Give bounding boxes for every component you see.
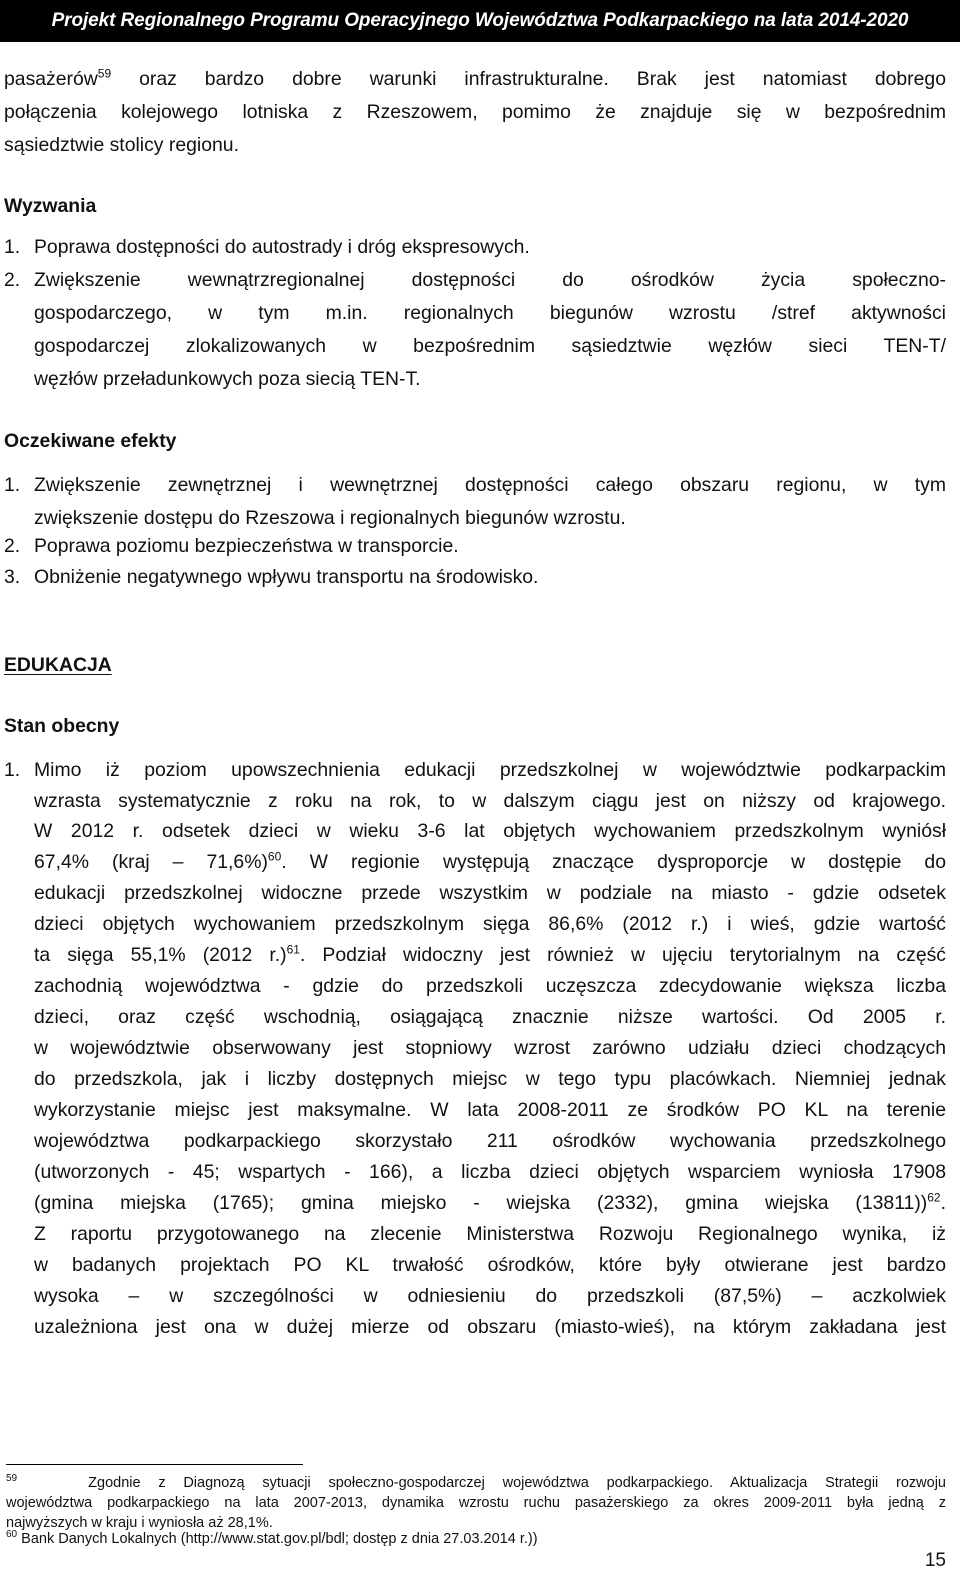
efekty-item-2: Poprawa poziomu bezpieczeństwa w transporcie. (34, 535, 459, 557)
edukacja-line-12: wykorzystanie miejsc jest maksymalne. W lata 2008-2011 ze środków PO KL na terenie (34, 1099, 946, 1121)
edukacja-line-18: wysoka – w szczególności w odniesieniu do przedszkoli (87,5%) – aczkolwiek (34, 1285, 946, 1307)
edukacja-line-10: w województwie obserwowany jest stopniowy wzrost zarówno udziału dzieci chodzących (34, 1037, 946, 1059)
edukacja-line-1: Mimo iż poziom upowszechnienia edukacji przedszkolnej w województwie podkarpackim (34, 759, 946, 781)
footnote-ref-59: 59 (97, 66, 112, 81)
edukacja-line-17: w badanych projektach PO KL trwałość ośrodków, które były otwierane jest bardzo (34, 1254, 946, 1276)
footnote-ref-62: 62 (927, 1190, 941, 1205)
wyzwania-item-1: Poprawa dostępności do autostrady i dróg ekspresowych. (34, 236, 530, 258)
footnote-59-line-1: $^{59}$ Zgodnie z Diagnozą sytuacji społeczno-gospodarczej województwa podkarpackiego. Aktualizacja Strategii rozwoju (6, 1473, 946, 1491)
wyzwania-item-2-line-4: węzłów przeładunkowych poza siecią TEN-T. (34, 368, 421, 390)
footnote-60: $^{60}$ Bank Danych Lokalnych (http://www.stat.gov.pl/bdl; dostęp z dnia 27.03.2014 r.)) (6, 1529, 538, 1547)
footnote-ref-61: 61 (286, 942, 300, 957)
heading-stan-obecny: Stan obecny (4, 715, 120, 737)
efekty-num-1: 1. (4, 474, 21, 496)
edukacja-line-19: uzależniona jest ona w dużej mierze od obszaru (miasto-wieś), na którym zakładana jest (34, 1316, 946, 1338)
edukacja-line-6: dzieci objętych wychowaniem przedszkolnym sięga 86,6% (2012 r.) i wieś, gdzie wartość (34, 913, 946, 935)
intro-line-3: sąsiedztwie stolicy regionu. (4, 134, 239, 156)
efekty-num-3: 3. (4, 566, 21, 588)
footnote-ref-60: 60 (267, 849, 282, 864)
edukacja-line-13: województwa podkarpackiego skorzystało 211 ośrodków wychowania przedszkolnego (34, 1130, 946, 1152)
edukacja-line-7: ta sięga 55,1% (2012 r.)$^{61}$. Podział widoczny jest również w ujęciu terytorialnym na część (34, 942, 946, 966)
wyzwania-item-2-line-3: gospodarczej zlokalizowanych w bezpośrednim sąsiedztwie węzłów sieci TEN-T/ (34, 335, 946, 357)
edukacja-line-14: (utworzonych - 45; wspartych - 166), a liczba dzieci objętych wsparciem wyniosła 17908 (34, 1161, 946, 1183)
footnote-separator (6, 1464, 303, 1465)
edukacja-line-9: dzieci, oraz część wschodnią, osiągającą znacznie niższe wartości. Od 2005 r. (34, 1006, 946, 1028)
intro-line-2: połączenia kolejowego lotniska z Rzeszowem, pomimo że znajduje się w bezpośrednim (4, 101, 946, 123)
wyzwania-item-2-line-2: gospodarczego, w tym m.in. regionalnych biegunów wzrostu /stref aktywności (34, 302, 946, 324)
heading-oczekiwane-efekty: Oczekiwane efekty (4, 430, 177, 452)
footnote-59-line-3: najwyższych w kraju i wyniosła aż 28,1%. (6, 1515, 273, 1531)
wyzwania-num-1: 1. (4, 236, 21, 258)
efekty-item-1-line-1: Zwiększenie zewnętrznej i wewnętrznej dostępności całego obszaru regionu, w tym (34, 474, 946, 496)
intro-line-1: pasażerów$^{59}$ oraz bardzo dobre warunki infrastrukturalne. Brak jest natomiast dobrego (4, 66, 946, 90)
efekty-item-1-line-2: zwiększenie dostępu do Rzeszowa i regionalnych biegunów wzrostu. (34, 507, 626, 529)
edukacja-line-5: edukacji przedszkolnej widoczne przede wszystkim w podziale na miasto - gdzie odsetek (34, 882, 946, 904)
edukacja-line-16: Z raportu przygotowanego na zlecenie Ministerstwa Rozwoju Regionalnego wynika, iż (34, 1223, 946, 1245)
page-number: 15 (924, 1550, 946, 1571)
edukacja-line-4: 67,4% (kraj – 71,6%)$^{60}$. W regionie występują znaczące dysproporcje w dostępie do (34, 849, 946, 873)
wyzwania-item-2-line-1: Zwiększenie wewnątrzregionalnej dostępności do ośrodków życia społeczno- (34, 269, 946, 291)
wyzwania-num-2: 2. (4, 269, 21, 291)
efekty-num-2: 2. (4, 535, 21, 557)
document-header: Projekt Regionalnego Programu Operacyjnego Województwa Podkarpackiego na lata 2014-2020 (0, 0, 960, 42)
efekty-item-3: Obniżenie negatywnego wpływu transportu na środowisko. (34, 566, 539, 588)
footnote-59-line-2: województwa podkarpackiego na lata 2007-2013, dynamika wzrostu ruchu pasażerskiego za okres 2009-2011 była jedną z (6, 1495, 946, 1511)
edukacja-line-3: W 2012 r. odsetek dzieci w wieku 3-6 lat objętych wychowaniem przedszkolnym wyniósł (34, 820, 946, 842)
edukacja-line-8: zachodnią województwa - gdzie do przedszkoli uczęszcza zdecydowanie większa liczba (34, 975, 946, 997)
heading-wyzwania: Wyzwania (4, 195, 97, 217)
section-title-edukacja: EDUKACJA (4, 654, 112, 676)
edukacja-num-1: 1. (4, 759, 21, 781)
edukacja-line-2: wzrasta systematycznie z roku na rok, to w dalszym ciągu jest on niższy od krajowego. (34, 790, 946, 812)
edukacja-line-11: do przedszkola, jak i liczby dostępnych miejsc w tego typu placówkach. Niemniej jednak (34, 1068, 946, 1090)
edukacja-line-15: (gmina miejska (1765); gmina miejsko - wiejska (2332), gmina wiejska (13811))$^{62}$. (34, 1190, 946, 1214)
